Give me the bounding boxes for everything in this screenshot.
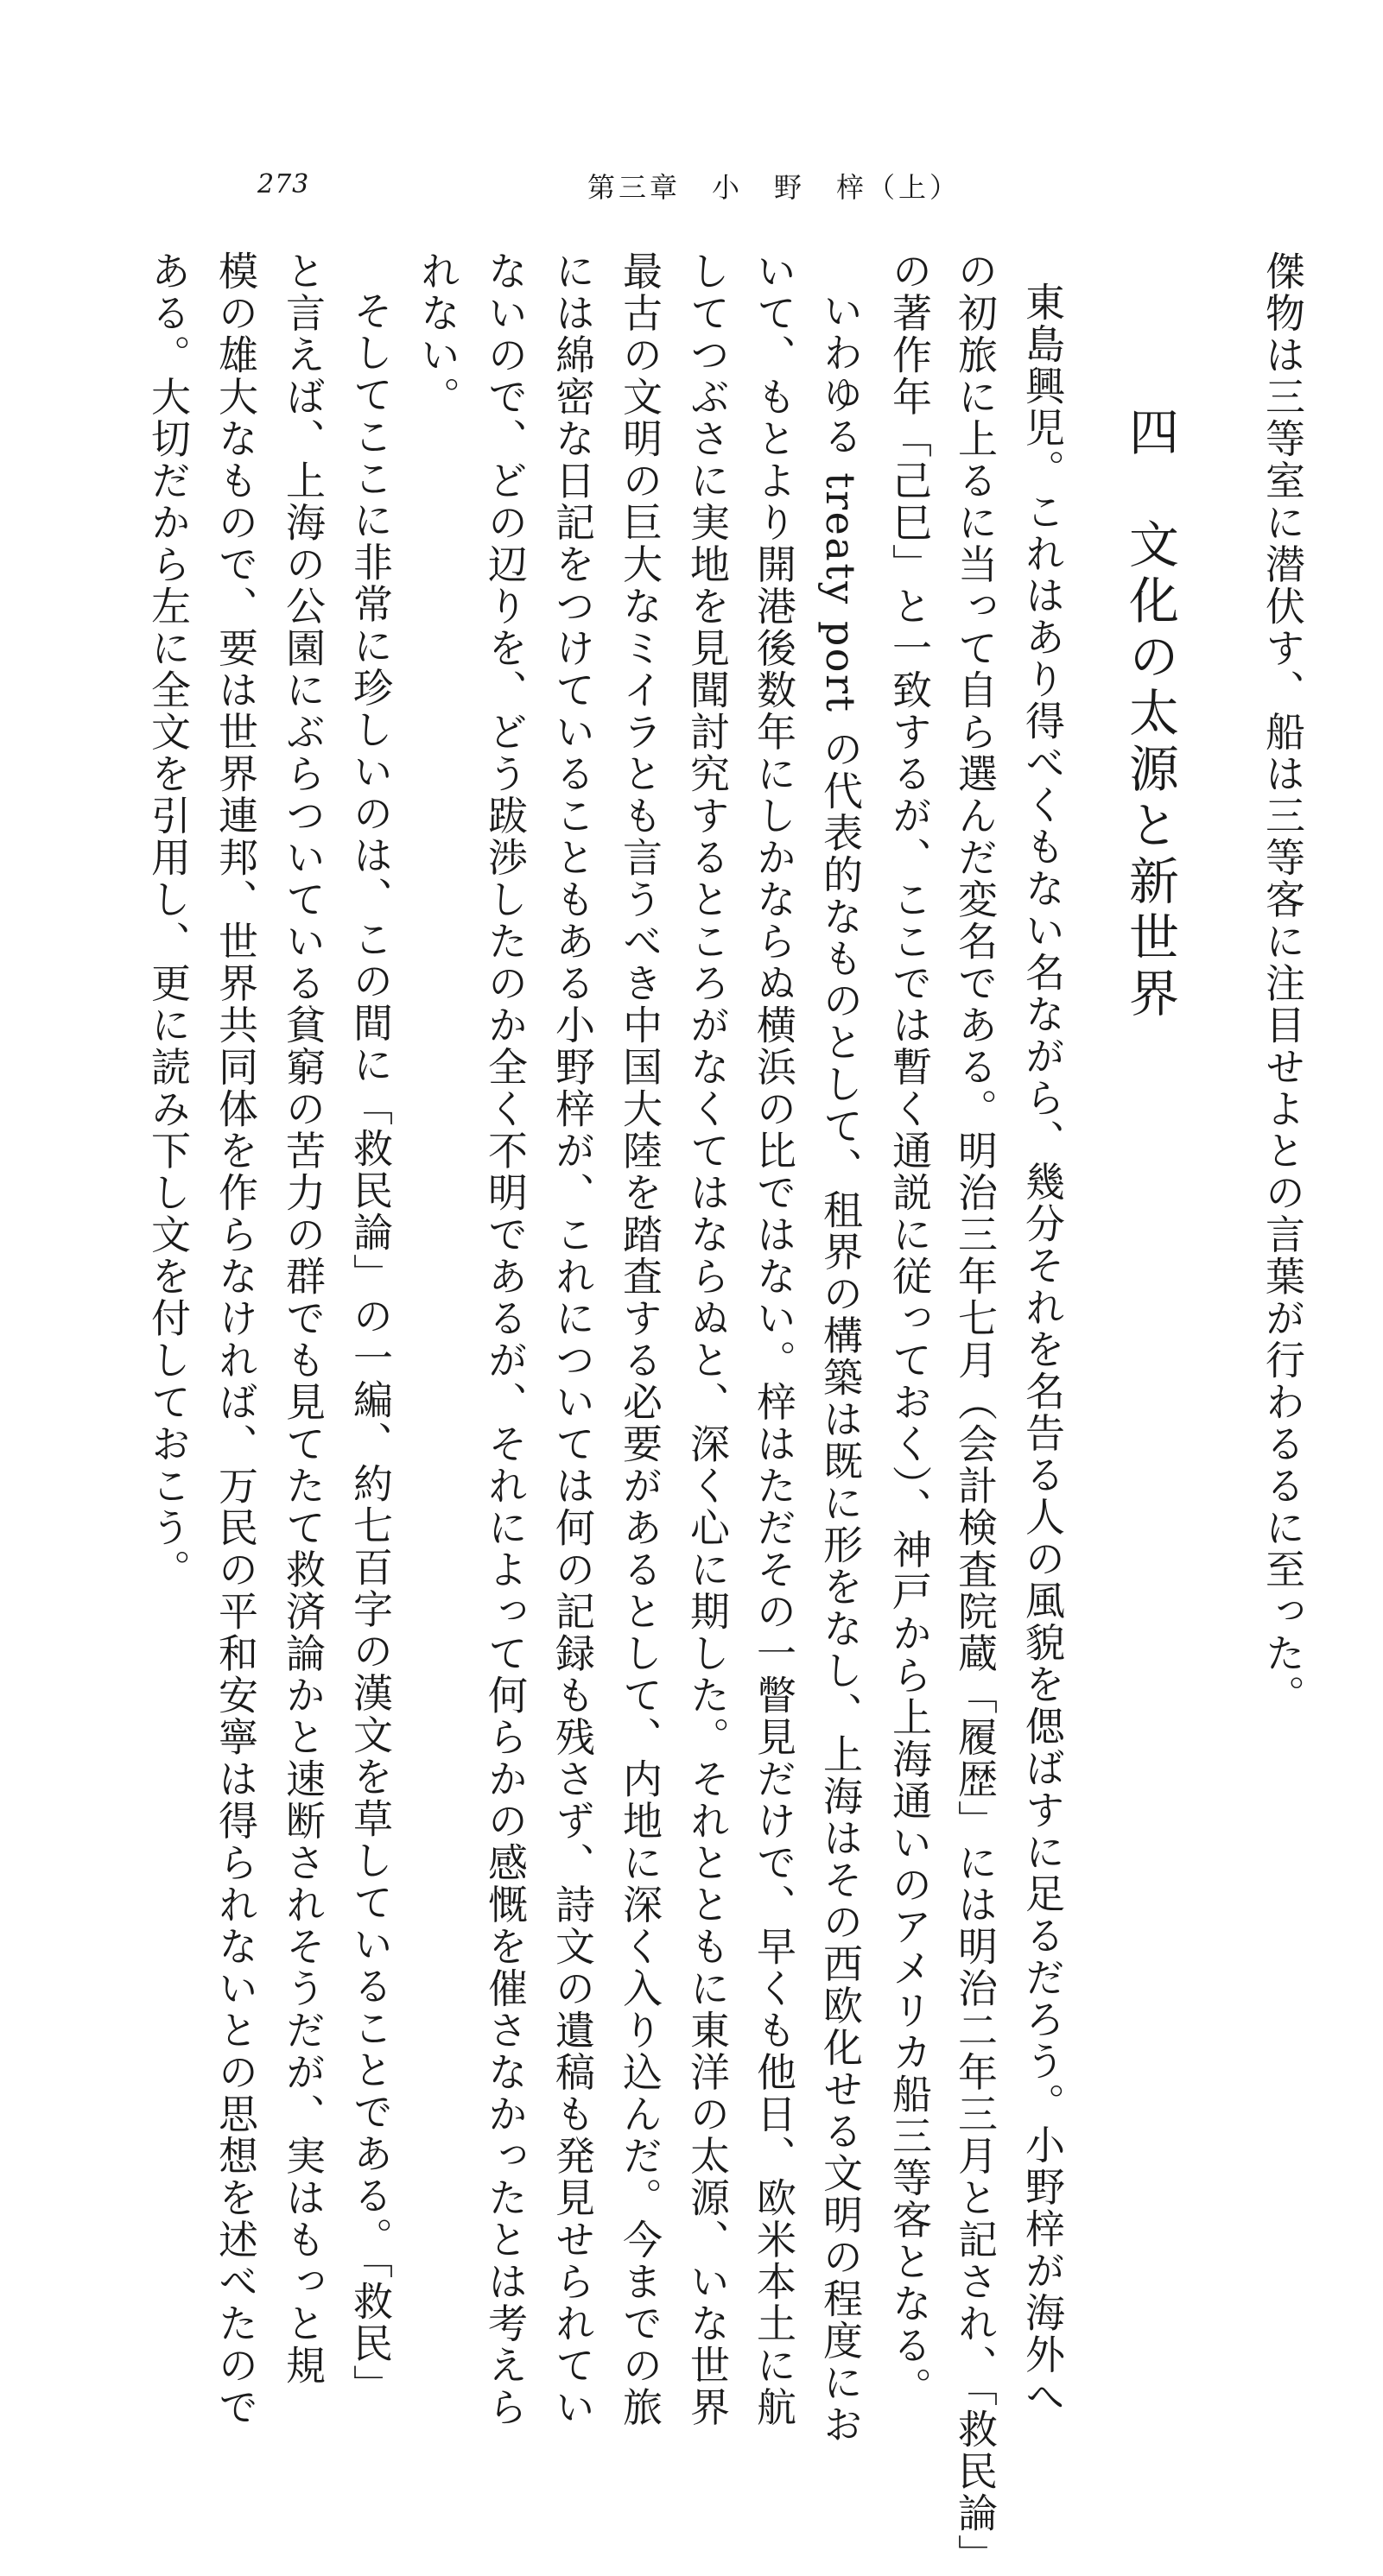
text-column-5: いわゆる treaty port の代表的なものとして、租界の構築は既に形をなし、上海はその西欧化せる文明の程度にお	[817, 290, 864, 2446]
section-heading: 四 文化の太源と新世界	[1120, 406, 1179, 1023]
text-column-13: と言えば、上海の公園にぶらついている貧窮の苦力の群でも見てたて救済論かと速断されそうだが、実はもっと規	[280, 250, 327, 2387]
text-column-9: には綿密な日記をつけていることもある小野梓が、これについては何の記録も残さず、詩文の遺稿も発見せられてい	[549, 250, 596, 2428]
text-column-4: の著作年「己巳」と一致するが、ここでは暫く通説に従っておく）、神戸から上海通いのアメリカ船三等客となる。	[886, 250, 933, 2408]
text-column-10: ないので、どの辺りを、どう跋渉したのか全く不明であるが、それによって何らかの感慨を催さなかったとは考えら	[482, 250, 529, 2428]
text-column-12: そしてここに非常に珍しいのは、この間に「救民論」の一編、約七百字の漢文を草していることである。「救民」	[347, 290, 394, 2407]
text-column-1: 傑物は三等室に潜伏す、船は三等客に注目せよとの言葉が行わるるに至った。	[1259, 250, 1306, 1717]
text-column-11: れない。	[415, 250, 461, 418]
running-header: 第三章 小 野 梓（上）	[587, 171, 961, 204]
text-column-8: 最古の文明の巨大なミイラとも言うべき中国大陸を踏査する必要があるとして、内地に深く入り込んだ。今までの旅	[617, 250, 663, 2428]
text-column-6: いて、もとより開港後数年にしかならぬ横浜の比ではない。梓はただその一瞥見だけで、早くも他日、欧米本土に航	[751, 250, 797, 2428]
page-number: 273	[257, 169, 310, 199]
text-column-15: ある。大切だから左に全文を引用し、更に読み下し文を付しておこう。	[145, 250, 192, 1591]
text-column-3: の初旅に上るに当って自ら選んだ変名である。明治三年七月（会計検査院蔵「履歴」には明治二年三月と記され、「救民論」	[952, 250, 999, 2576]
text-column-2: 東島興児。これはあり得べくもない名ながら、幾分それを名告る人の風貌を偲ばすに足るだろう。小野梓が海外へ	[1019, 282, 1066, 2418]
text-column-14: 模の雄大なもので、要は世界連邦、世界共同体を作らなければ、万民の平和安寧は得られないとの思想を述べたので	[213, 250, 259, 2428]
text-column-7: してつぶさに実地を見聞討究するところがなくてはならぬと、深く心に期した。それとともに東洋の太源、いな世界	[684, 250, 731, 2428]
